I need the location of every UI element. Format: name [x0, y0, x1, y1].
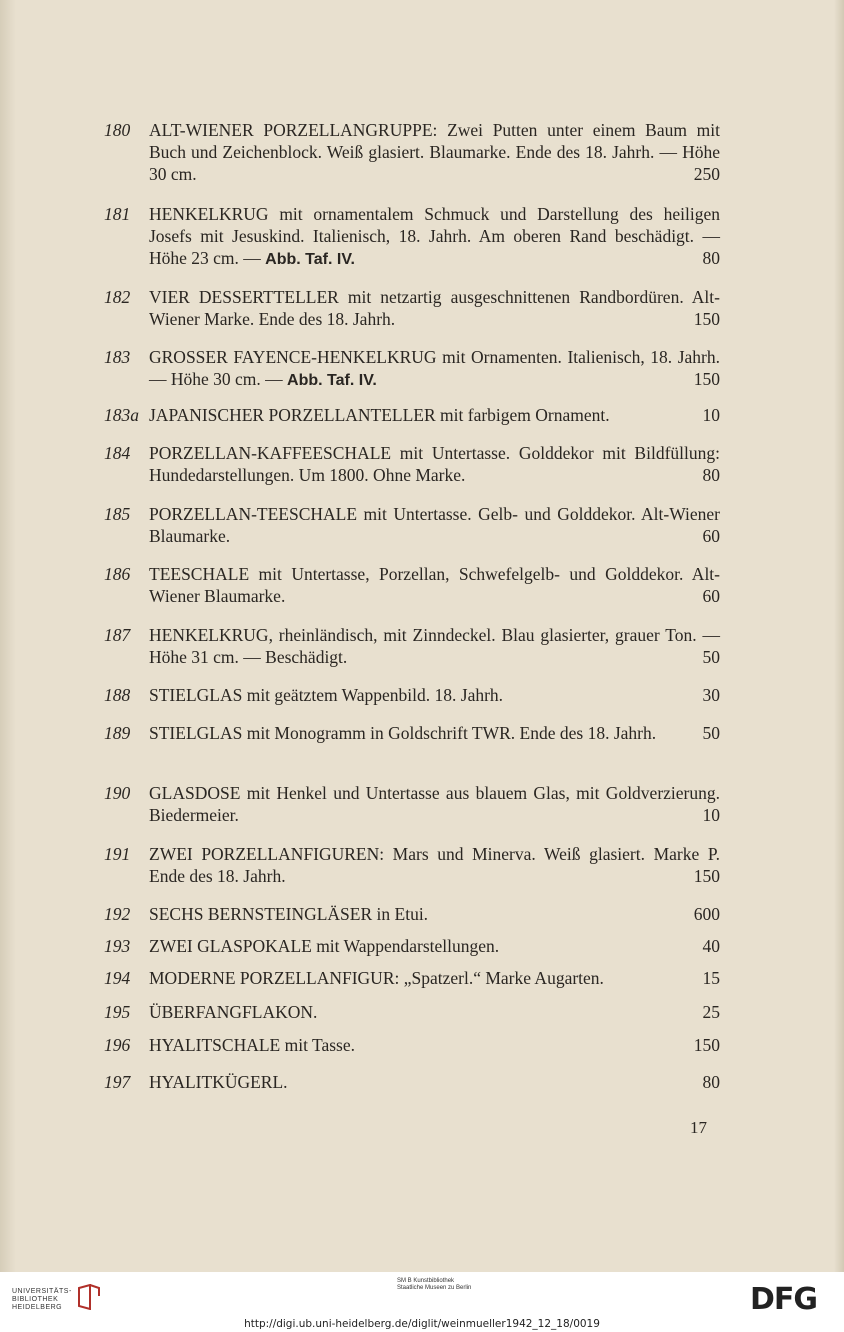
lot-number: 188	[104, 685, 131, 705]
lot-number: 197	[104, 1072, 131, 1092]
catalog-entry	[104, 903, 720, 925]
lot-description: JAPANISCHER PORZELLANTELLER mit farbigem Ornament.	[149, 405, 610, 425]
plate-reference: Abb. Taf. IV.	[287, 372, 377, 389]
lot-price: 150	[693, 1035, 720, 1055]
lot-price: 10	[702, 805, 720, 825]
lot-number: 191	[104, 844, 131, 864]
lot-number: 189	[104, 723, 131, 743]
library-emblem-icon	[76, 1284, 102, 1310]
lot-price: 150	[693, 866, 720, 886]
lot-price: 60	[702, 586, 720, 606]
lot-number: 184	[104, 443, 131, 463]
lot-description: STIELGLAS mit Monogramm in Goldschrift TWR. Ende des 18. Jahrh.	[149, 723, 657, 743]
lot-description: TEESCHALE mit Untertasse, Porzellan, Schwefelgelb- und Golddekor. Alt-Wiener Blaumarke.	[149, 564, 720, 606]
lot-price: 150	[693, 309, 720, 329]
lot-description: MODERNE PORZELLANFIGUR: „Spatzerl.“ Marke Augarten.	[149, 968, 604, 988]
lot-number: 186	[104, 564, 131, 584]
catalog-entry	[104, 404, 720, 426]
university-library-logo: UNIVERSITÄTS-BIBLIOTHEK HEIDELBERG	[12, 1288, 72, 1311]
lot-description: HENKELKRUG mit ornamentalem Schmuck und Darstellung des heiligen Josefs mit Jesuskind. Italienisch, 18. Jahrh. Am oberen Rand beschädigt. — Höhe 23 cm. —	[149, 204, 720, 268]
lot-description: HENKELKRUG, rheinländisch, mit Zinndeckel. Blau glasierter, grauer Ton. — Höhe 31 cm. — Beschädigt.	[149, 625, 720, 667]
lot-price: 80	[702, 465, 720, 485]
catalog-entry	[104, 722, 720, 744]
source-url[interactable]: http://digi.ub.uni-heidelberg.de/diglit/weinmueller1942_12_18/0019	[244, 1318, 600, 1330]
lot-description: ÜBERFANGFLAKON.	[149, 1002, 318, 1022]
lot-number: 185	[104, 504, 131, 524]
kunstbibliothek-logo: SM B Kunstbibliothek Staatliche Museen zu Berlin	[397, 1278, 472, 1291]
lot-price: 50	[702, 647, 720, 667]
page-number: 17	[690, 1118, 707, 1137]
lot-description: HYALITSCHALE mit Tasse.	[149, 1035, 356, 1055]
catalog-entry	[104, 346, 720, 392]
lot-number: 187	[104, 625, 131, 645]
catalog-entry	[104, 119, 720, 185]
lot-description: PORZELLAN-KAFFEESCHALE mit Untertasse. Golddekor mit Bildfüllung: Hundedarstellungen. Um 1800. Ohne Marke.	[149, 443, 720, 485]
lot-description: ZWEI GLASPOKALE mit Wappendarstellungen.	[149, 936, 500, 956]
lot-number: 183	[104, 347, 131, 367]
catalog-entry	[104, 503, 720, 547]
catalog-entry	[104, 935, 720, 957]
catalog-entry	[104, 843, 720, 887]
lot-price: 50	[702, 723, 720, 743]
catalog-entry	[104, 1034, 720, 1056]
catalog-entry	[104, 624, 720, 668]
lot-description: STIELGLAS mit geätztem Wappenbild. 18. Jahrh.	[149, 685, 504, 705]
lot-price: 150	[693, 369, 720, 389]
lot-price: 250	[693, 164, 720, 184]
catalog-entry	[104, 782, 720, 826]
lot-price: 600	[693, 904, 720, 924]
lot-number: 181	[104, 204, 131, 224]
lot-description: ALT-WIENER PORZELLANGRUPPE: Zwei Putten unter einem Baum mit Buch und Zeichenblock. Weiß glasiert. Blaumarke. Ende des 18. Jahrh. — Höhe 30 cm.	[149, 120, 720, 184]
lot-price: 60	[702, 526, 720, 546]
catalog-entry	[104, 1001, 720, 1023]
catalog-entry	[104, 967, 720, 989]
lot-price: 30	[702, 685, 720, 705]
lot-number: 193	[104, 936, 131, 956]
lot-number: 195	[104, 1002, 131, 1022]
plate-reference: Abb. Taf. IV.	[265, 251, 355, 268]
lot-price: 25	[702, 1002, 720, 1022]
catalog-entry	[104, 286, 720, 330]
lot-price: 80	[702, 248, 720, 268]
lot-description: PORZELLAN-TEESCHALE mit Untertasse. Gelb- und Golddekor. Alt-Wiener Blaumarke.	[149, 504, 720, 546]
lot-number: 180	[104, 120, 131, 140]
lot-number: 196	[104, 1035, 131, 1055]
lot-number: 194	[104, 968, 131, 988]
catalog-entry	[104, 1071, 720, 1093]
lot-price: 80	[702, 1072, 720, 1092]
lot-description: VIER DESSERTTELLER mit netzartig ausgeschnittenen Randbordüren. Alt-Wiener Marke. Ende des 18. Jahrh.	[149, 287, 720, 329]
lot-description: HYALITKÜGERL.	[149, 1072, 288, 1092]
lot-description: ZWEI PORZELLANFIGUREN: Mars und Minerva. Weiß glasiert. Marke P. Ende des 18. Jahrh.	[149, 844, 720, 886]
lot-description: GROSSER FAYENCE-HENKELKRUG mit Ornamenten. Italienisch, 18. Jahrh. — Höhe 30 cm. —	[149, 347, 720, 389]
lot-number: 183a	[104, 405, 139, 425]
page-edge-right	[834, 0, 844, 1272]
page-edge-left	[0, 0, 16, 1272]
catalog-entry	[104, 442, 720, 486]
catalog-entry	[104, 203, 720, 271]
lot-price: 10	[702, 405, 720, 425]
lot-number: 190	[104, 783, 131, 803]
dfg-logo: DFG	[750, 1282, 818, 1317]
lot-number: 192	[104, 904, 131, 924]
lot-description: SECHS BERNSTEINGLÄSER in Etui.	[149, 904, 429, 924]
lot-price: 40	[702, 936, 720, 956]
lot-description: GLASDOSE mit Henkel und Untertasse aus blauem Glas, mit Goldverzierung. Biedermeier.	[149, 783, 720, 825]
catalog-entry	[104, 563, 720, 607]
catalog-entry	[104, 684, 720, 706]
lot-price: 15	[702, 968, 720, 988]
lot-number: 182	[104, 287, 131, 307]
